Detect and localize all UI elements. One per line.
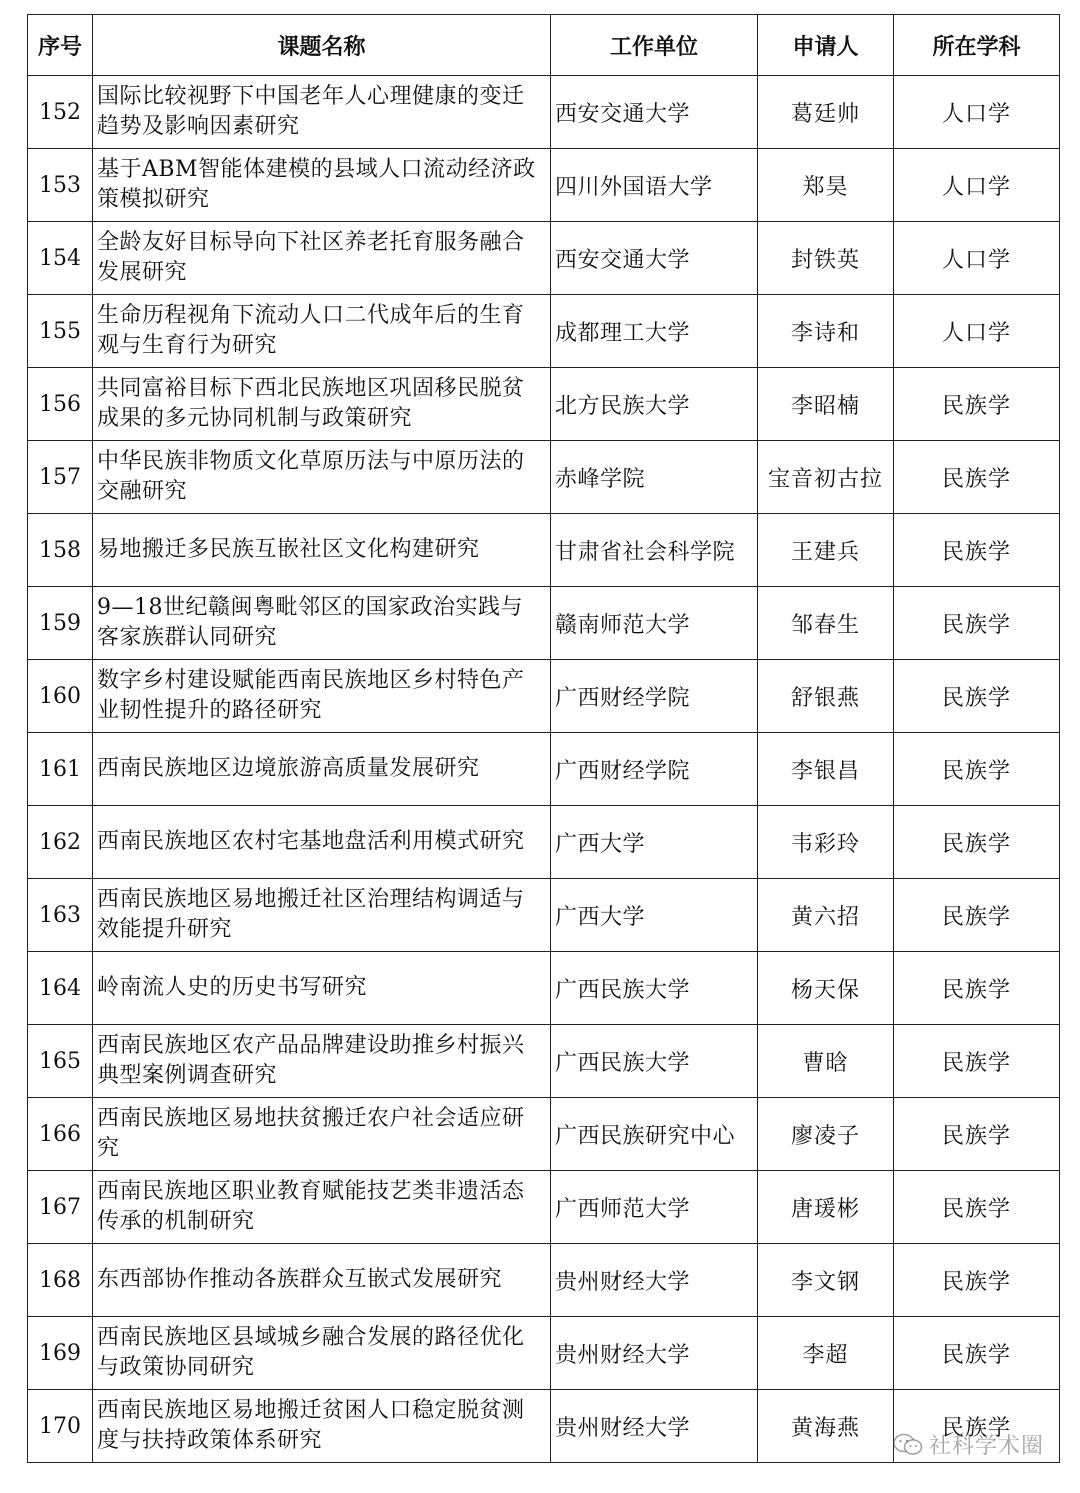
row-number: 164 [28, 952, 93, 1025]
row-number: 161 [28, 733, 93, 806]
applicant-name: 李银昌 [758, 733, 894, 806]
project-title: 西南民族地区易地扶贫搬迁农户社会适应研究 [93, 1098, 551, 1171]
row-number: 157 [28, 441, 93, 514]
table-row [28, 879, 1060, 952]
applicant-name: 舒银燕 [758, 660, 894, 733]
subject-field: 民族学 [894, 1244, 1060, 1317]
work-unit: 广西民族大学 [551, 952, 758, 1025]
project-title: 西南民族地区易地搬迁贫困人口稳定脱贫测度与扶持政策体系研究 [93, 1390, 551, 1463]
row-number: 169 [28, 1317, 93, 1390]
table-row [28, 1317, 1060, 1390]
header-subject: 所在学科 [894, 15, 1060, 76]
subject-field: 民族学 [894, 514, 1060, 587]
work-unit: 广西财经学院 [551, 733, 758, 806]
work-unit: 甘肃省社会科学院 [551, 514, 758, 587]
watermark [893, 1429, 1044, 1460]
subject-field: 人口学 [894, 295, 1060, 368]
wechat-icon [893, 1433, 923, 1457]
row-number: 168 [28, 1244, 93, 1317]
project-title: 基于ABM智能体建模的县域人口流动经济政策模拟研究 [93, 149, 551, 222]
table-row [28, 441, 1060, 514]
project-title: 国际比较视野下中国老年人心理健康的变迁趋势及影响因素研究 [93, 76, 551, 149]
watermark-text: 社科学术圈 [928, 1434, 1044, 1459]
applicant-name: 邹春生 [758, 587, 894, 660]
table-header-row [28, 15, 1060, 76]
work-unit: 成都理工大学 [551, 295, 758, 368]
table-row [28, 1171, 1060, 1244]
row-number: 166 [28, 1098, 93, 1171]
table-row [28, 1244, 1060, 1317]
row-number: 158 [28, 514, 93, 587]
table-row [28, 149, 1060, 222]
project-title: 西南民族地区农村宅基地盘活利用模式研究 [93, 806, 551, 879]
subject-field: 民族学 [894, 368, 1060, 441]
header-applicant: 申请人 [758, 15, 894, 76]
subject-field: 民族学 [894, 733, 1060, 806]
project-title: 易地搬迁多民族互嵌社区文化构建研究 [93, 514, 551, 587]
work-unit: 西安交通大学 [551, 222, 758, 295]
table-row [28, 295, 1060, 368]
row-number: 167 [28, 1171, 93, 1244]
subject-field: 民族学 [894, 1025, 1060, 1098]
subject-field: 民族学 [894, 952, 1060, 1025]
subject-field: 人口学 [894, 149, 1060, 222]
project-title: 数字乡村建设赋能西南民族地区乡村特色产业韧性提升的路径研究 [93, 660, 551, 733]
row-number: 163 [28, 879, 93, 952]
project-title: 岭南流人史的历史书写研究 [93, 952, 551, 1025]
project-title: 生命历程视角下流动人口二代成年后的生育观与生育行为研究 [93, 295, 551, 368]
work-unit: 广西财经学院 [551, 660, 758, 733]
work-unit: 贵州财经大学 [551, 1390, 758, 1463]
work-unit: 广西民族研究中心 [551, 1098, 758, 1171]
applicant-name: 封铁英 [758, 222, 894, 295]
subject-field: 人口学 [894, 76, 1060, 149]
applicant-name: 宝音初古拉 [758, 441, 894, 514]
table-row [28, 514, 1060, 587]
table-row [28, 76, 1060, 149]
work-unit: 贵州财经大学 [551, 1317, 758, 1390]
work-unit: 广西师范大学 [551, 1171, 758, 1244]
subject-field: 民族学 [894, 587, 1060, 660]
work-unit: 赣南师范大学 [551, 587, 758, 660]
applicant-name: 曹晗 [758, 1025, 894, 1098]
row-number: 156 [28, 368, 93, 441]
table-row [28, 1025, 1060, 1098]
table-row [28, 1098, 1060, 1171]
work-unit: 四川外国语大学 [551, 149, 758, 222]
table-row [28, 952, 1060, 1025]
subject-field: 民族学 [894, 879, 1060, 952]
table-row [28, 222, 1060, 295]
row-number: 160 [28, 660, 93, 733]
project-title: 中华民族非物质文化草原历法与中原历法的交融研究 [93, 441, 551, 514]
table-row [28, 587, 1060, 660]
row-number: 165 [28, 1025, 93, 1098]
table-row [28, 733, 1060, 806]
row-number: 162 [28, 806, 93, 879]
subject-field: 人口学 [894, 222, 1060, 295]
subject-field: 民族学 [894, 1171, 1060, 1244]
applicant-name: 黄海燕 [758, 1390, 894, 1463]
applicant-name: 黄六招 [758, 879, 894, 952]
applicant-name: 李超 [758, 1317, 894, 1390]
row-number: 170 [28, 1390, 93, 1463]
project-title: 西南民族地区职业教育赋能技艺类非遗活态传承的机制研究 [93, 1171, 551, 1244]
project-title: 共同富裕目标下西北民族地区巩固移民脱贫成果的多元协同机制与政策研究 [93, 368, 551, 441]
row-number: 152 [28, 76, 93, 149]
applicant-name: 李文钢 [758, 1244, 894, 1317]
work-unit: 赤峰学院 [551, 441, 758, 514]
applicant-name: 李昭楠 [758, 368, 894, 441]
subject-field: 民族学 [894, 806, 1060, 879]
project-title: 西南民族地区边境旅游高质量发展研究 [93, 733, 551, 806]
project-title: 全龄友好目标导向下社区养老托育服务融合发展研究 [93, 222, 551, 295]
project-title: 西南民族地区农产品品牌建设助推乡村振兴典型案例调查研究 [93, 1025, 551, 1098]
table-row [28, 660, 1060, 733]
subject-field: 民族学 [894, 441, 1060, 514]
row-number: 159 [28, 587, 93, 660]
project-title: 9—18世纪赣闽粤毗邻区的国家政治实践与客家族群认同研究 [93, 587, 551, 660]
subject-field: 民族学 [894, 1390, 1060, 1463]
row-number: 155 [28, 295, 93, 368]
work-unit: 广西民族大学 [551, 1025, 758, 1098]
applicant-name: 唐瑗彬 [758, 1171, 894, 1244]
project-title: 东西部协作推动各族群众互嵌式发展研究 [93, 1244, 551, 1317]
row-number: 154 [28, 222, 93, 295]
work-unit: 贵州财经大学 [551, 1244, 758, 1317]
applicant-name: 韦彩玲 [758, 806, 894, 879]
work-unit: 西安交通大学 [551, 76, 758, 149]
work-unit: 广西大学 [551, 806, 758, 879]
header-title: 课题名称 [93, 15, 551, 76]
subject-field: 民族学 [894, 1317, 1060, 1390]
applicant-name: 王建兵 [758, 514, 894, 587]
work-unit: 广西大学 [551, 879, 758, 952]
applicant-name: 郑昊 [758, 149, 894, 222]
row-number: 153 [28, 149, 93, 222]
project-title: 西南民族地区县域城乡融合发展的路径优化与政策协同研究 [93, 1317, 551, 1390]
subject-field: 民族学 [894, 660, 1060, 733]
project-table [27, 14, 1060, 1463]
project-title: 西南民族地区易地搬迁社区治理结构调适与效能提升研究 [93, 879, 551, 952]
applicant-name: 廖凌子 [758, 1098, 894, 1171]
header-unit: 工作单位 [551, 15, 758, 76]
header-number: 序号 [28, 15, 93, 76]
table-row [28, 368, 1060, 441]
applicant-name: 葛廷帅 [758, 76, 894, 149]
applicant-name: 杨天保 [758, 952, 894, 1025]
work-unit: 北方民族大学 [551, 368, 758, 441]
applicant-name: 李诗和 [758, 295, 894, 368]
table-row [28, 806, 1060, 879]
subject-field: 民族学 [894, 1098, 1060, 1171]
